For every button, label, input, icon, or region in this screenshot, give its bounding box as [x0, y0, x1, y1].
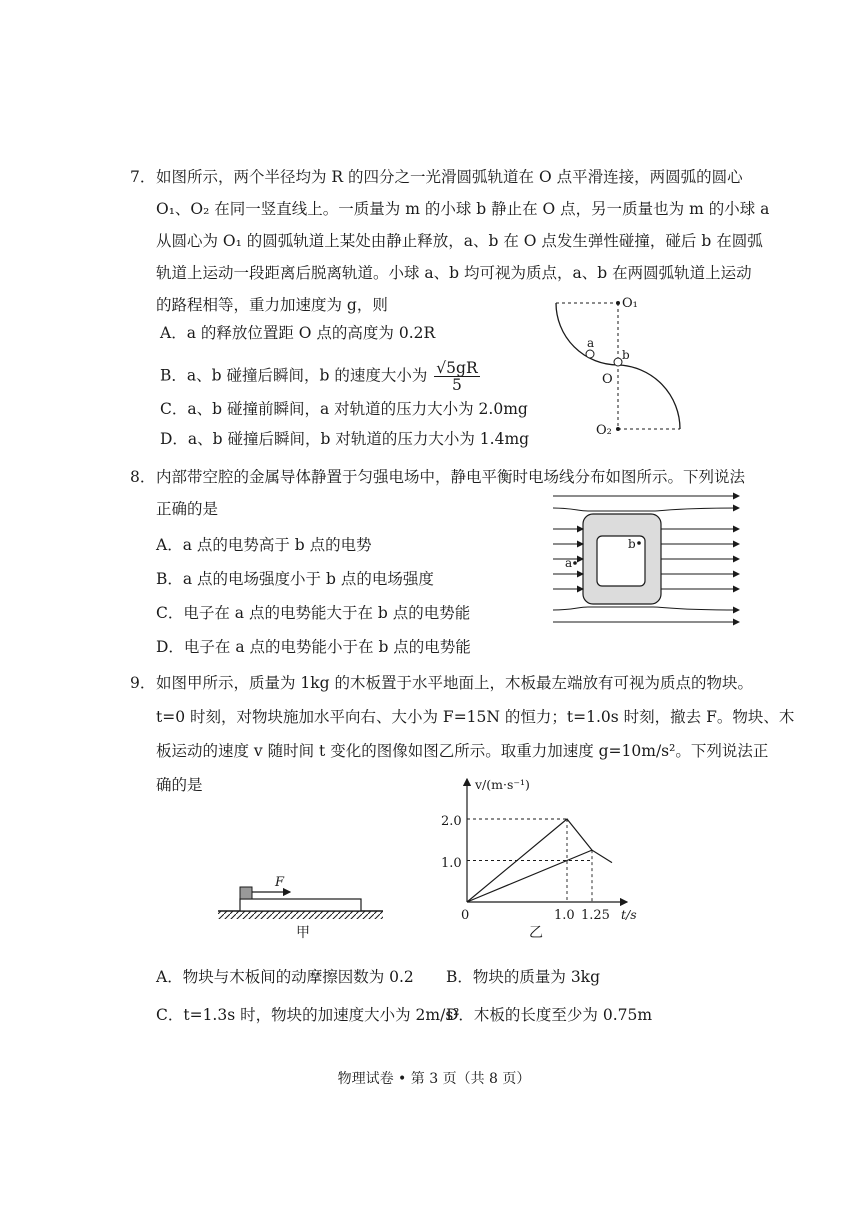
q7-label-a: a — [587, 336, 595, 350]
q7-o2-point — [616, 427, 620, 431]
q7-line-2: O₁、O₂ 在同一竖直线上。一质量为 m 的小球 b 静止在 O 点，另一质量也为 m 的小球 a — [156, 200, 770, 218]
q7-option-b-fraction — [434, 360, 479, 393]
q8-option-a: A．a 点的电势高于 b 点的电势 — [156, 536, 372, 554]
q7-o1-point — [616, 301, 620, 305]
q7-line-5: 的路程相等，重力加速度为 g，则 — [156, 296, 388, 314]
q9-caption-yi: 乙 — [529, 925, 543, 941]
q9-guide-lines — [467, 819, 592, 902]
q8-field-line — [553, 607, 739, 610]
q9-x-label: t/s — [621, 907, 637, 922]
q7-line-1: 如图所示，两个半径均为 R 的四分之一光滑圆弧轨道在 O 点平滑连接，两圆弧的圆心 — [156, 168, 743, 186]
q7-lower-arc — [618, 365, 680, 429]
q8-field-figure — [553, 484, 743, 634]
q7-ball-b — [614, 358, 622, 366]
q9-option-a: A．物块与木板间的动摩擦因数为 0.2 — [156, 968, 414, 986]
q7-label-o2: O₂ — [596, 423, 612, 438]
q7-option-c: C．a、b 碰撞前瞬间，a 对轨道的压力大小为 2.0mg — [160, 400, 528, 418]
q9-x-tick-125: 1.25 — [581, 908, 610, 923]
q7-option-b-text: B．a、b 碰撞后瞬间，b 的速度大小为 — [160, 366, 428, 385]
q9-label-f: F — [275, 875, 285, 890]
q9-line-3: 板运动的速度 v 随时间 t 变化的图像如图乙所示。取重力加速度 g=10m/s²。下列说法正 — [156, 742, 769, 760]
q8-label-b: b — [628, 537, 636, 551]
q9-line-2: t=0 时刻，对物块施加水平向右、大小为 F=15N 的恒力；t=1.0s 时刻，撤去 F。物块、木 — [156, 708, 795, 726]
q7-option-b — [160, 360, 480, 393]
q9-vt-chart — [437, 773, 637, 933]
q9-x-tick-1: 1.0 — [554, 908, 575, 923]
q9-y-label: v/(m·s⁻¹) — [475, 777, 530, 792]
q8-option-c: C．电子在 a 点的电势能大于在 b 点的电势能 — [156, 604, 471, 622]
q8-field-line — [553, 508, 739, 511]
q7-label-o1: O₁ — [622, 296, 638, 311]
q7-line-3: 从圆心为 O₁ 的圆弧轨道上某处由静止释放，a、b 在 O 点发生弹性碰撞，碰后 b 在圆弧 — [156, 232, 763, 250]
q7-ball-a — [586, 350, 594, 358]
q9-number: 9． — [130, 674, 156, 692]
q9-ground-hatch — [218, 911, 383, 919]
fraction-numerator: √5gR — [436, 359, 478, 377]
q9-option-d: D．木板的长度至少为 0.75m — [446, 1006, 653, 1024]
q9-line-1: 如图甲所示，质量为 1kg 的木板置于水平地面上，木板最左端放有可视为质点的物块。 — [156, 674, 754, 692]
q7-option-d: D．a、b 碰撞后瞬间，b 对轨道的压力大小为 1.4mg — [160, 430, 530, 448]
q7-number: 7． — [130, 168, 156, 186]
page-footer: 物理试卷 • 第 3 页（共 8 页） — [337, 1071, 531, 1087]
q8-option-d: D．电子在 a 点的电势能小于在 b 点的电势能 — [156, 638, 471, 656]
fraction-denominator: 5 — [452, 376, 462, 394]
q8-option-b: B．a 点的电场强度小于 b 点的电场强度 — [156, 570, 434, 588]
q7-option-a: A．a 的释放位置距 O 点的高度为 0.2R — [160, 324, 436, 342]
q9-caption-jia: 甲 — [296, 925, 310, 941]
q9-option-b: B．物块的质量为 3kg — [446, 968, 600, 986]
q7-track-figure — [548, 292, 688, 437]
q9-block — [240, 887, 252, 899]
q7-label-o: O — [602, 372, 613, 387]
q8-line-1: 内部带空腔的金属导体静置于匀强电场中，静电平衡时电场线分布如图所示。下列说法 — [156, 468, 746, 486]
q7-label-b: b — [622, 348, 630, 362]
q9-x-tick-0: 0 — [461, 908, 470, 923]
q9-y-tick-1: 1.0 — [441, 856, 462, 871]
q8-label-a: a — [565, 556, 573, 570]
q8-point-b — [637, 541, 641, 545]
q7-line-4: 轨道上运动一段距离后脱离轨道。小球 a、b 均可视为质点，a、b 在两圆弧轨道上运动 — [156, 264, 752, 282]
q9-option-c: C．t=1.3s 时，物块的加速度大小为 2m/s² — [156, 1006, 460, 1024]
q8-point-a — [573, 561, 577, 565]
q8-line-2: 正确的是 — [156, 500, 219, 518]
q9-board — [240, 899, 361, 911]
q9-line-4: 确的是 — [156, 776, 203, 794]
q9-series-line-2 — [467, 850, 612, 902]
q8-number: 8． — [130, 468, 156, 486]
q9-y-tick-2: 2.0 — [441, 814, 462, 829]
